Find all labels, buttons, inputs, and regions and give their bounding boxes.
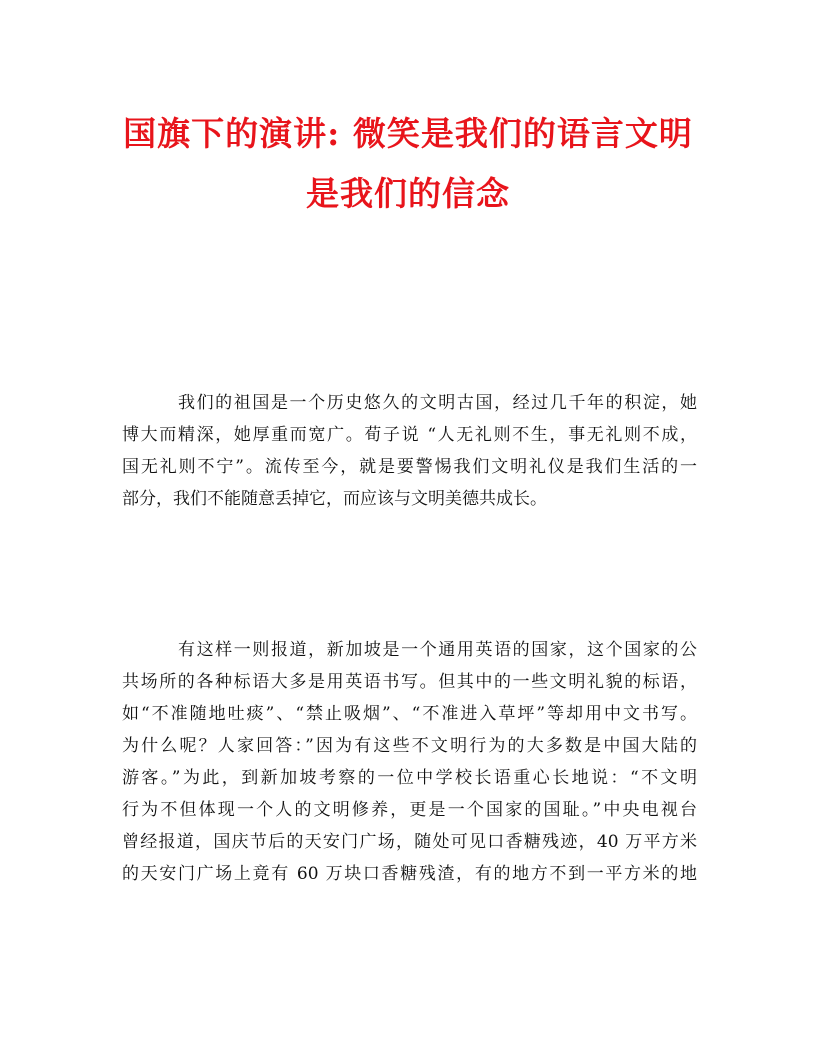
paragraph-line: 的天安门广场上竟有 60 万块口香糖残渣，有的地方不到一平方米的地: [122, 864, 697, 884]
page-title: [100, 104, 716, 224]
paragraph-line: 博大而精深，她厚重而宽广。荀子说 “人无礼则不生，事无礼则不成，: [122, 425, 697, 445]
paragraph-1: [122, 387, 697, 515]
title-line-2: 是我们的信念: [306, 174, 510, 213]
paragraph-line: 行为不但体现一个人的文明修养，更是一个国家的国耻。”中央电视台: [122, 800, 697, 820]
paragraph-line: 部分，我们不能随意丢掉它，而应该与文明美德共成长。: [122, 489, 547, 509]
paragraph-line: 共场所的各种标语大多是用英语书写。但其中的一些文明礼貌的标语，: [122, 672, 697, 692]
paragraph-line: 游客。”为此，到新加坡考察的一位中学校长语重心长地说：“不文明: [122, 768, 697, 788]
paragraph-line: 如“不准随地吐痰”、“禁止吸烟”、“不准进入草坪”等却用中文书写。: [122, 704, 697, 724]
title-line-1: 国旗下的演讲: 微笑是我们的语言文明: [123, 114, 693, 153]
paragraph-line: 曾经报道，国庆节后的天安门广场，随处可见口香糖残迹，40 万平方米: [122, 832, 697, 852]
paragraph-line: 国无礼则不宁”。流传至今，就是要警惕我们文明礼仪是我们生活的一: [122, 457, 697, 477]
paragraph-line: 为什么呢？人家回答：”因为有这些不文明行为的大多数是中国大陆的: [122, 736, 697, 756]
paragraph-2: [122, 634, 697, 890]
paragraph-line: 有这样一则报道，新加坡是一个通用英语的国家，这个国家的公: [178, 640, 697, 660]
paragraph-line: 我们的祖国是一个历史悠久的文明古国，经过几千年的积淀，她: [178, 393, 697, 413]
